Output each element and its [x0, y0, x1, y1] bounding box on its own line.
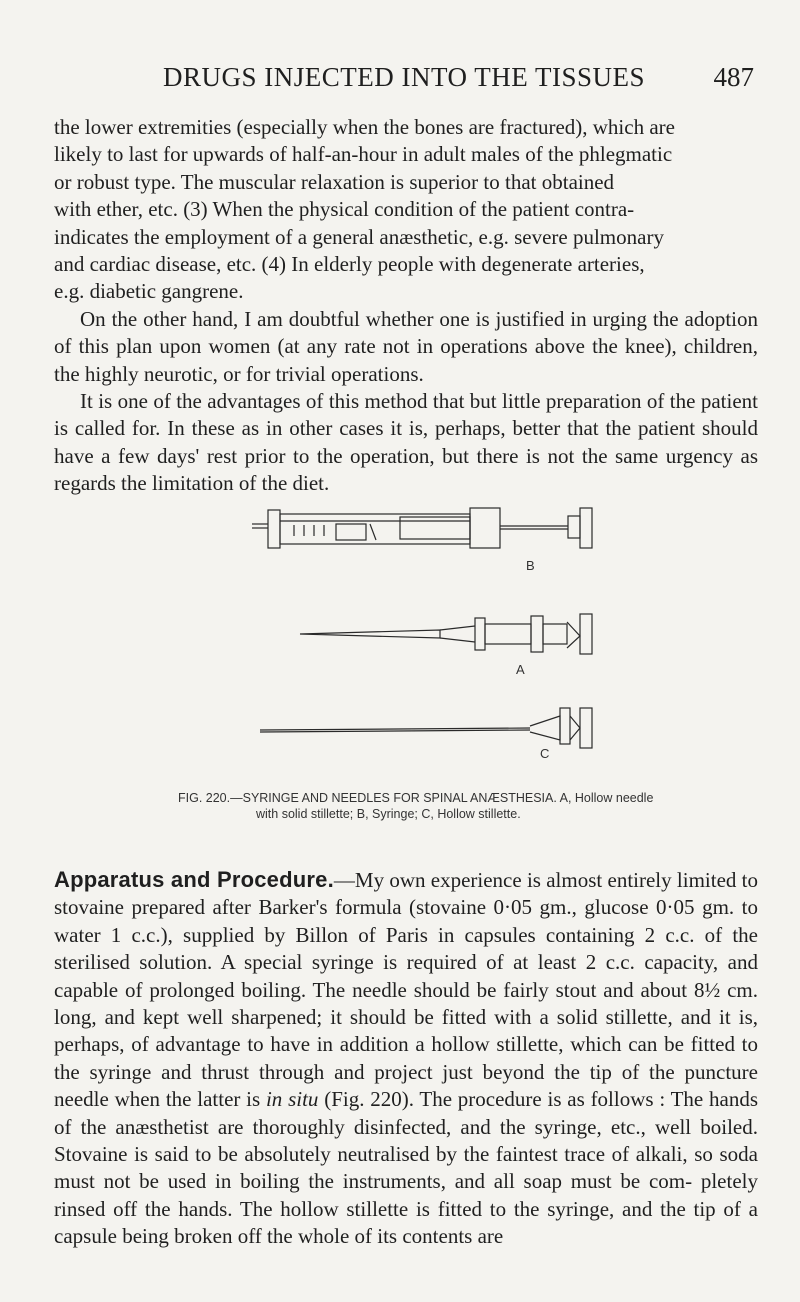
figure-220 — [180, 490, 640, 790]
figure-label-a: A — [516, 662, 525, 677]
text-block-top — [54, 114, 758, 498]
stillette-c-drawing — [260, 708, 592, 748]
line: or robust type. The muscular relaxation is superior to that obtained — [54, 169, 615, 194]
line: and cardiac disease, etc. (4) In elderly people with degenerate arteries, — [54, 252, 645, 277]
syringe-b-drawing — [252, 508, 592, 548]
caption-line-2: with solid stillette; B, Syringe; C, Hollow stillette. — [256, 807, 521, 821]
line: likely to last for upwards of half-an-hour in adult males of the phlegmatic — [54, 142, 673, 167]
apparatus-text: —My own experience is almost entirely limited to stovaine prepared after Barker's formula (stovaine 0·05 gm., glucose 0·05 gm. to water 1 c.c.), supplied by Billon of Paris in capsules containing 2 c.c. of the sterilised solution. A special syringe is required of at least 2 c.c. capacity, and capable of prolonged boiling. The needle should be fairly stout and about 8½ cm. long, and kept well sharpened; it should be fitted with a solid stillette, and it is, perhaps, of advantage to have in addition a hollow stillette, which can be fitted to the syringe and thrust through and project just beyond the tip of the puncture needle when the latter is — [54, 868, 758, 1112]
paragraph-contraindications — [54, 114, 758, 306]
caption-line-1-rest: A, Hollow needle — [559, 791, 654, 805]
line: with ether, etc. (3) When the physical condition of the patient contra- — [54, 197, 635, 222]
figure-label-c: C — [540, 746, 550, 761]
figure-label-b: B — [526, 558, 535, 573]
line: e.g. diabetic gangrene. — [54, 279, 244, 304]
paragraph-advantages: It is one of the advantages of this method that but little preparation of the patient is called for. In these as in other cases it is, perhaps, better that the patient should have a few days' rest prior to the operation, but there is not the same urgency as regards the limitation of the diet. — [54, 389, 758, 496]
syringe-illustration — [180, 490, 640, 790]
caption-prefix: FIG. 220. — [178, 791, 231, 805]
needle-a-drawing — [300, 614, 592, 654]
paragraph-apparatus — [54, 866, 758, 1251]
line: the lower extremities (especially when the bones are fractured), which are — [54, 115, 675, 139]
paragraph-doubtful: On the other hand, I am doubtful whether one is justified in urging the adoption of this plan upon women (at any rate not in operations above the knee), children, the highly neurotic, or for trivial operations. — [54, 306, 758, 386]
running-head: DRUGS INJECTED INTO THE TISSUES — [162, 62, 646, 92]
text-block-bottom — [54, 866, 758, 1251]
line: indicates the employment of a general anæsthetic, e.g. severe pulmonary — [54, 224, 664, 249]
caption-title: —SYRINGE AND NEEDLES FOR SPINAL ANÆSTHESIA. — [230, 791, 557, 805]
caption-line-1 — [100, 790, 700, 806]
page-number: 487 — [713, 62, 754, 92]
in-situ-italic: in situ — [265, 1087, 319, 1112]
section-heading: Apparatus and Procedure. — [54, 867, 334, 892]
apparatus-text-continued: (Fig. 220). The procedure is as follows : The hands of the anæsthetist are thoroughly disinfected, and the syringe, etc., well boiled. Stovaine is said to be absolutely neutralised by the faintest trace of alkali, so soda must not be used in boiling the instruments, and all soap must be com- pletely rinsed off the hands. The hollow stillette is fitted to the syringe, and the tip of a capsule being broken off the whole of its contents are — [54, 1087, 758, 1249]
figure-caption — [100, 790, 700, 822]
page-header — [54, 62, 754, 98]
